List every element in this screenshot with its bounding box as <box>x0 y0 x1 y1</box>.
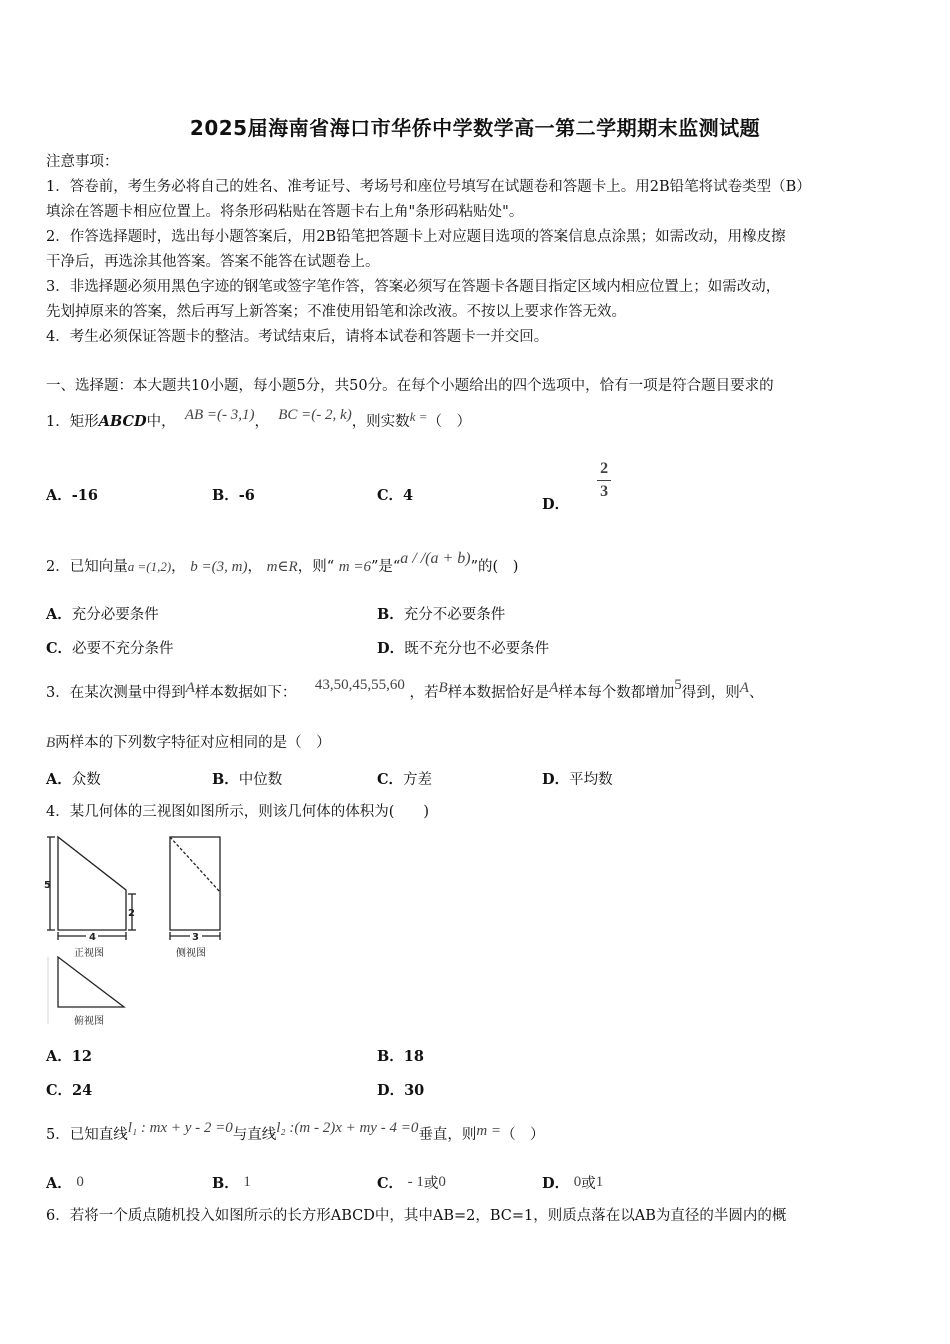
math-var: B <box>438 680 448 696</box>
option-math: 0 <box>76 1174 84 1190</box>
option-text: -16 <box>71 487 98 504</box>
math-expression: a / /(a + b) <box>400 550 471 567</box>
option-text: 12 <box>71 1048 92 1065</box>
option-text: 中位数 <box>238 772 283 788</box>
q-text: 在某次测量中得到 <box>69 685 186 701</box>
q-text: ，若 <box>409 685 439 701</box>
sample-data: 43,50,45,55,60 <box>314 677 405 693</box>
q-text: ， <box>247 559 262 575</box>
option-label: B． <box>377 606 404 623</box>
question-5 <box>46 1120 906 1145</box>
option-text: -6 <box>238 487 255 504</box>
q-text: 、 <box>748 685 764 701</box>
option-label: A． <box>46 606 72 623</box>
option-math: 1 <box>243 1174 251 1190</box>
math-number: 5 <box>674 677 682 693</box>
option-math: 0 <box>438 1174 446 1190</box>
notice-line: 4．考生必须保证答题卡的整洁。考试结束后，请将本试卷和答题卡一并交回。 <box>46 329 549 345</box>
q-text: ，则“ <box>297 559 335 575</box>
option-text: 30 <box>404 1082 425 1099</box>
option-text: 4 <box>403 487 414 504</box>
question-number: 4． <box>46 804 70 820</box>
q-text: 若将一个质点随机投入如图所示的长方形ABCD中，其中AB=2，BC=1，则质点落在以AB为直径的半圆内的概 <box>69 1208 787 1224</box>
option-label: D． <box>377 640 405 657</box>
dim-label: 3 <box>192 932 199 943</box>
question-2 <box>46 550 906 577</box>
option-label: C． <box>377 1175 404 1192</box>
option-text: 充分不必要条件 <box>403 607 506 623</box>
notice-line: 3．非选择题必须用黑色字迹的钢笔或签字笔作答，答案必须写在答题卡各题目指定区域内相应位置上；如需改动， <box>46 279 781 295</box>
question-6 <box>46 1206 906 1226</box>
dim-label: 4 <box>89 932 96 943</box>
q-text: 已知向量 <box>69 559 128 575</box>
notice-line: 1．答卷前，考生务必将自己的姓名、准考证号、考场号和座位号填写在试题卷和答题卡上。用2B铅笔将试卷类型（B） <box>46 179 811 195</box>
math-var: A <box>739 680 749 696</box>
option-label: B． <box>377 1048 404 1065</box>
option-math: 0 <box>573 1174 582 1190</box>
q-text: ， <box>171 559 186 575</box>
option-c[interactable] <box>377 768 432 789</box>
option-a[interactable] <box>46 603 159 624</box>
option-c[interactable] <box>377 1172 446 1193</box>
option-label: A． <box>46 487 72 504</box>
q-text: ”是“ <box>370 559 401 575</box>
option-text: 方差 <box>403 772 433 788</box>
q-text: （ ） <box>427 414 471 430</box>
option-text: 18 <box>403 1048 424 1065</box>
q-text: 垂直，则 <box>418 1127 477 1143</box>
option-label: B． <box>212 771 239 788</box>
option-text: 或 <box>581 1176 596 1192</box>
option-label: A． <box>46 771 72 788</box>
q-text: 与直线 <box>232 1127 277 1143</box>
math-expression: m∈R <box>266 559 298 575</box>
notice-line: 干净后，再选涂其他答案。答案不能答在试题卷上。 <box>46 254 380 270</box>
option-c[interactable] <box>46 637 174 658</box>
option-d[interactable] <box>542 1172 603 1193</box>
q-text: ”的( ) <box>470 559 519 575</box>
option-label: C． <box>46 640 73 657</box>
section-heading: 一、选择题：本大题共10小题，每小题5分，共50分。在每个小题给出的四个选项中，恰有一项是符合题目要求的 <box>46 378 774 394</box>
q-text: 样本数据恰好是 <box>447 685 550 701</box>
option-b[interactable] <box>377 1045 424 1066</box>
question-number: 3． <box>46 685 70 701</box>
option-text: 众数 <box>71 772 101 788</box>
question-number: 6． <box>46 1208 70 1224</box>
top-view-shape <box>58 957 124 1007</box>
q-rect-name: ABCD <box>98 413 147 430</box>
math-expression: k = <box>409 409 428 424</box>
question-number: 2． <box>46 559 70 575</box>
q-text: 某几何体的三视图如图所示，则该几何体的体积为( ) <box>69 804 430 820</box>
option-text: 平均数 <box>569 772 613 788</box>
view-label: 正视图 <box>74 948 104 959</box>
option-label: C． <box>46 1082 73 1099</box>
option-a[interactable] <box>46 768 101 789</box>
front-view-shape <box>58 837 126 930</box>
option-a[interactable] <box>46 1045 92 1066</box>
question-1 <box>46 407 906 432</box>
q-text: ， <box>254 414 270 430</box>
question-3 <box>46 677 906 703</box>
option-d[interactable] <box>377 1079 424 1100</box>
option-b[interactable] <box>212 768 282 789</box>
q-text: 得到，则 <box>681 685 740 701</box>
option-label: D． <box>377 1082 405 1099</box>
q-text: 样本数据如下： <box>194 685 297 701</box>
q-text: （ ） <box>501 1127 545 1143</box>
option-label: B． <box>212 487 239 504</box>
notice-line: 先划掉原来的答案，然后再写上新答案；不准使用铅笔和涂改液。不按以上要求作答无效。 <box>46 304 626 320</box>
dim-label: 2 <box>128 908 135 919</box>
option-d[interactable] <box>377 637 549 658</box>
option-label: D． <box>542 1175 570 1192</box>
notice-line: 2．作答选择题时，选出每小题答案后，用2B铅笔把答题卡上对应题目选项的答案信息点涂黑；如需改动，用橡皮擦 <box>46 229 786 245</box>
option-text: 充分必要条件 <box>71 607 159 623</box>
option-label: A． <box>46 1048 72 1065</box>
math-var: B <box>46 735 56 751</box>
q-text: 矩形 <box>69 414 99 430</box>
question-number: 5． <box>46 1127 70 1143</box>
math-expression: AB =(- 3,1) <box>184 407 255 423</box>
view-label: 俯视图 <box>74 1016 104 1027</box>
option-text: 既不充分也不必要条件 <box>404 641 550 657</box>
option-math: - 1 <box>407 1174 424 1190</box>
option-label: D． <box>542 771 570 788</box>
notice-line: 填涂在答题卡相应位置上。将条形码粘贴在答题卡右上角"条形码粘贴处"。 <box>46 204 524 220</box>
math-expression: m = <box>476 1123 502 1139</box>
q-text: 样本每个数都增加 <box>558 685 675 701</box>
option-d[interactable] <box>542 768 613 789</box>
option-d[interactable] <box>542 460 611 513</box>
three-view-figure <box>44 832 234 1032</box>
option-text: 必要不充分条件 <box>72 641 174 657</box>
dim-label: 5 <box>44 880 51 891</box>
option-label: C． <box>377 487 404 504</box>
math-var: A <box>185 680 195 696</box>
option-b[interactable] <box>377 603 505 624</box>
option-label: C． <box>377 771 404 788</box>
fraction-denominator: 3 <box>600 483 609 500</box>
question-4 <box>46 802 906 822</box>
q-text: 中， <box>146 414 176 430</box>
math-expression: l₁ : mx + y - 2 =0 <box>127 1120 233 1136</box>
fraction-numerator: 2 <box>600 460 609 477</box>
math-expression: BC =(- 2, k) <box>278 407 352 423</box>
math-var: A <box>549 680 559 696</box>
math-expression: a =(1,2) <box>127 559 172 574</box>
q-text: 两样本的下列数字特征对应相同的是（ ） <box>55 735 331 751</box>
option-b[interactable] <box>212 484 255 505</box>
option-a[interactable] <box>46 1172 84 1193</box>
option-text: 或 <box>423 1176 439 1192</box>
option-label: A． <box>46 1175 72 1192</box>
notice-heading: 注意事项： <box>46 154 119 170</box>
option-math: 1 <box>595 1174 604 1190</box>
option-text: 24 <box>72 1082 93 1099</box>
option-label: D． <box>542 495 570 513</box>
q-text: 已知直线 <box>69 1127 128 1143</box>
math-expression: b =(3, m) <box>190 559 248 575</box>
option-a[interactable] <box>46 484 98 505</box>
page-title: 2025届海南省海口市华侨中学数学高一第二学期期末监测试题 <box>189 116 761 140</box>
math-expression: l₂ :(m - 2)x + my - 4 =0 <box>276 1120 419 1136</box>
math-expression: m =6 <box>338 559 371 575</box>
option-label: B． <box>212 1175 239 1192</box>
view-label: 侧视图 <box>176 948 206 959</box>
question-3-cont <box>46 733 906 753</box>
q-text: ，则实数 <box>351 414 410 430</box>
option-c[interactable] <box>46 1079 92 1100</box>
question-number: 1． <box>46 414 70 430</box>
option-c[interactable] <box>377 484 413 505</box>
fraction <box>597 460 611 501</box>
option-b[interactable] <box>212 1172 251 1193</box>
